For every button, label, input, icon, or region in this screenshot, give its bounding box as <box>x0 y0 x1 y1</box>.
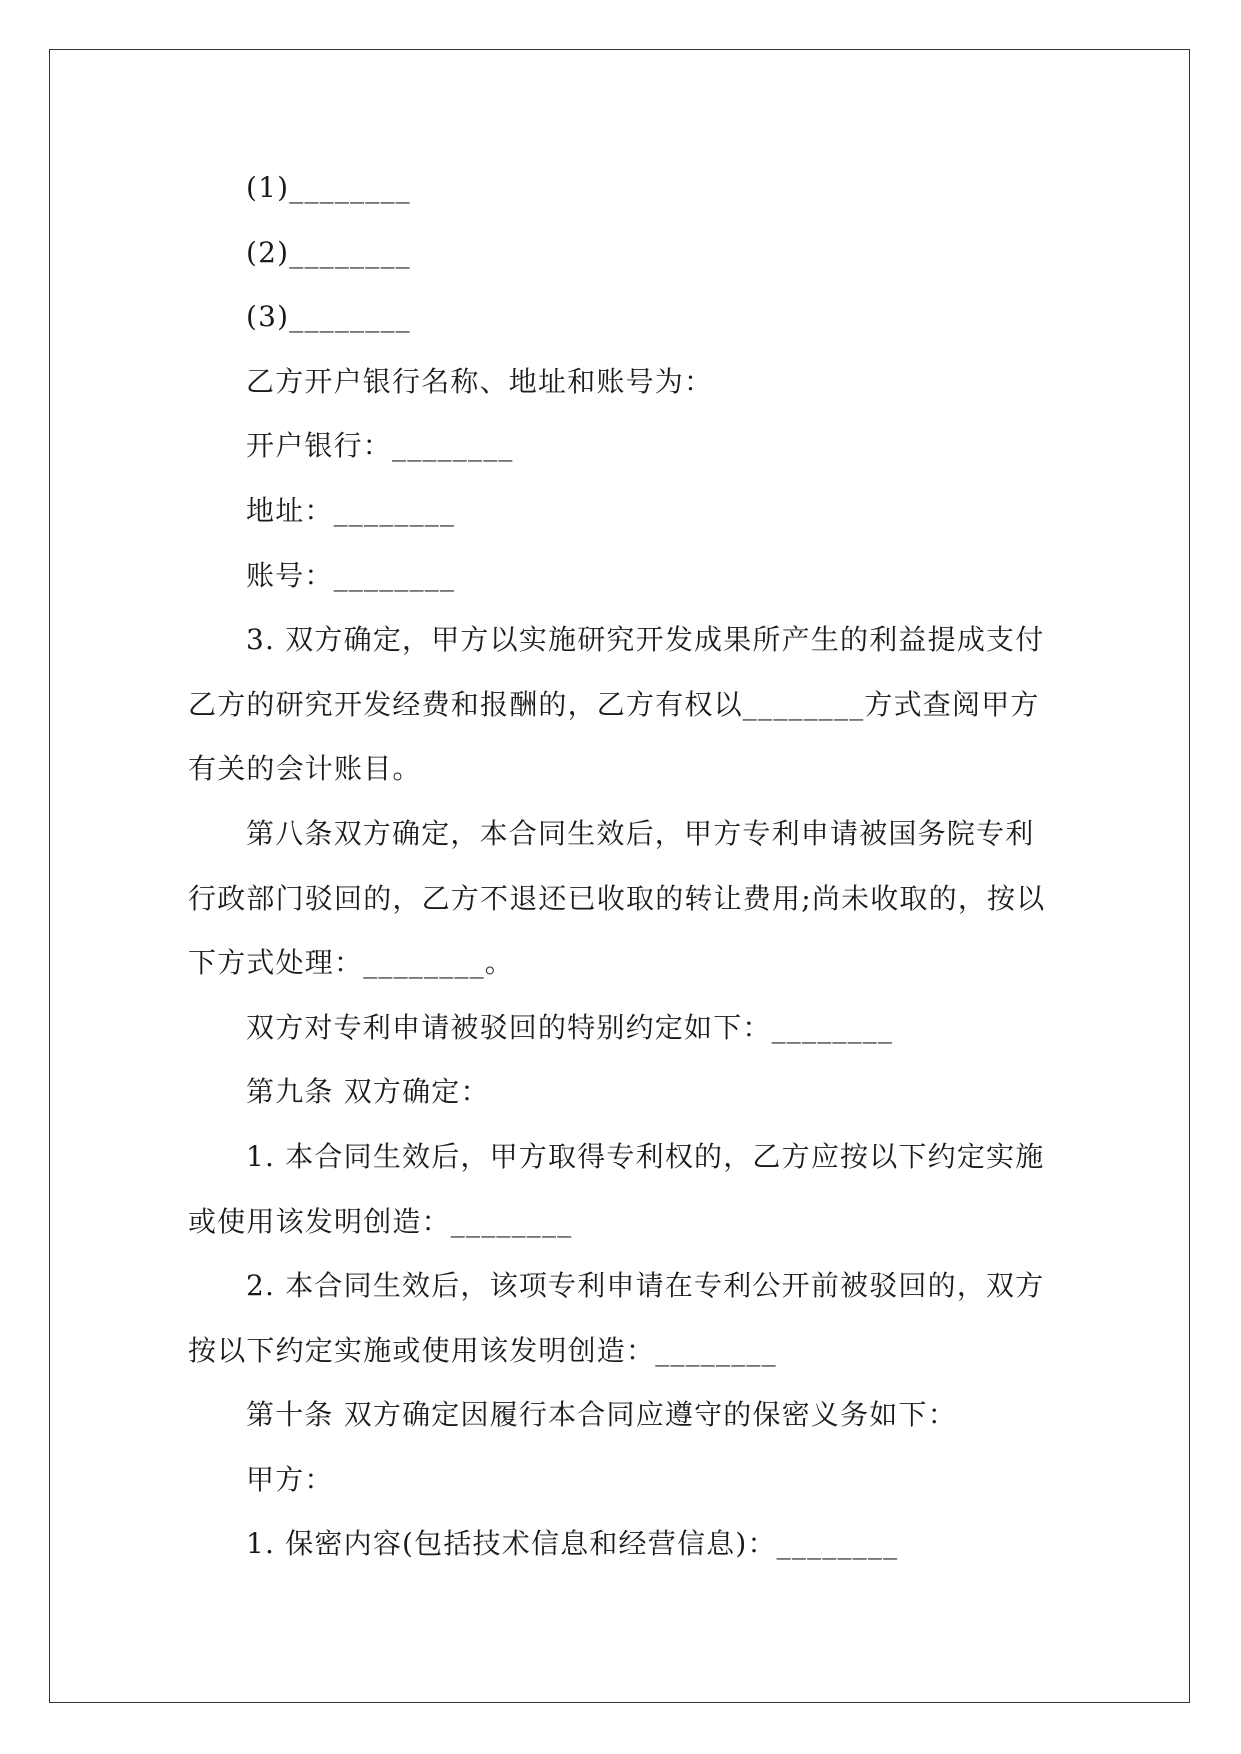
bank-address-line: 地址：________ <box>246 493 456 527</box>
clause-3-paragraph: 3. 双方确定，甲方以实施研究开发成果所产生的利益提成支付乙方的研究开发经费和报酬的，乙方有权以________方式查阅甲方有关的会计账目。 <box>188 623 1045 786</box>
bank-name-line: 开户银行：________ <box>246 429 514 463</box>
confidential-content-line: 1. 保密内容(包括技术信息和经营信息)：________ <box>246 1527 899 1561</box>
rejection-special-terms: 双方对专利申请被驳回的特别约定如下：________ <box>246 1010 894 1044</box>
article-9-heading: 第九条 双方确定： <box>246 1075 490 1109</box>
document-body <box>188 156 1056 1577</box>
article-9-item-2: 2. 本合同生效后，该项专利申请在专利公开前被驳回的，双方按以下约定实施或使用该发明创造：________ <box>188 1269 1045 1367</box>
blank-item-2: (2)________ <box>246 235 411 269</box>
bank-info-heading: 乙方开户银行名称、地址和账号为： <box>246 364 714 398</box>
blank-item-3: (3)________ <box>246 300 411 334</box>
article-10-heading: 第十条 双方确定因履行本合同应遵守的保密义务如下： <box>246 1398 957 1432</box>
blank-item-1: (1)________ <box>246 171 411 204</box>
article-8-paragraph: 第八条双方确定，本合同生效后，甲方专利申请被国务院专利行政部门驳回的，乙方不退还已收取的转让费用;尚未收取的，按以下方式处理：________。 <box>188 816 1046 980</box>
party-a-label: 甲方： <box>246 1462 334 1496</box>
bank-account-line: 账号：________ <box>246 558 456 592</box>
article-9-item-1: 1. 本合同生效后，甲方取得专利权的，乙方应按以下约定实施或使用该发明创造：________ <box>188 1139 1045 1238</box>
